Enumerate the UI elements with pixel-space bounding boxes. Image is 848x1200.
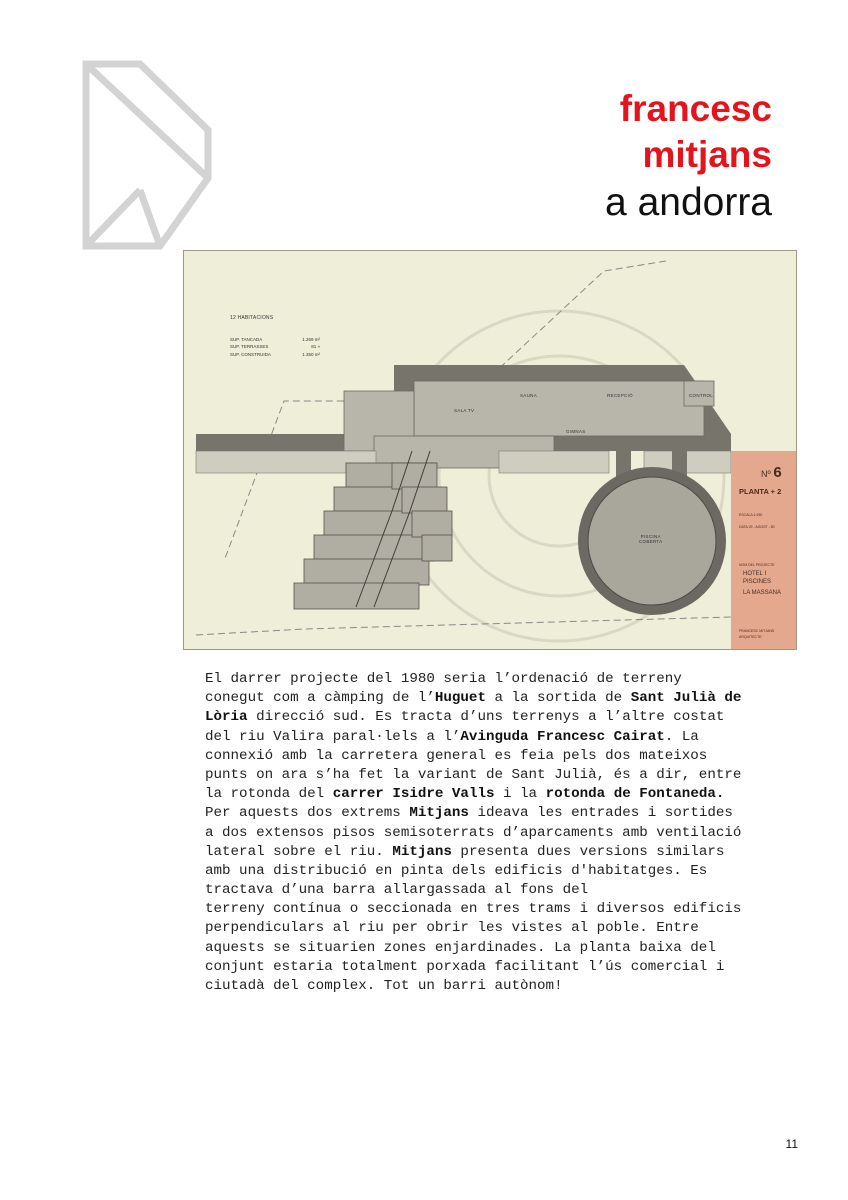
body-line <box>205 977 805 996</box>
title-block-data <box>739 525 775 529</box>
body-text-run: a dos extensos pisos semisoterrats d’aparcaments amb ventilació <box>205 824 742 841</box>
body-text-run: . La <box>664 728 699 745</box>
body-line <box>205 900 805 919</box>
title-line-3: a andorra <box>605 181 772 224</box>
body-line <box>205 919 805 938</box>
body-text-run: la rotonda del <box>205 786 333 803</box>
title-block-escala <box>739 513 762 517</box>
plan-notes-heading: 12 HABITACIONS <box>230 315 274 321</box>
body-bold-run: Mitjans <box>392 843 452 860</box>
body-line <box>205 939 805 958</box>
body-line <box>205 843 805 862</box>
title-line-1: francesc <box>619 88 772 129</box>
surface-value: 1.350 m² <box>302 352 320 357</box>
title-block-project-line-1: HOTEL I <box>743 571 767 577</box>
body-text-run: Per aquests dos extrems <box>205 805 410 822</box>
title-block-number <box>761 464 782 481</box>
body-line <box>205 881 805 900</box>
room-label-control: CONTROL <box>689 393 714 398</box>
plan-drawing <box>184 251 796 649</box>
body-text-run: a la sortida de <box>485 690 631 707</box>
title-block-escala-value: 1:250 <box>753 513 763 517</box>
surface-label: SUP. TANCADA <box>230 337 263 342</box>
body-line <box>205 747 805 766</box>
body-text-run: direcció sud. Es tracta d’uns terrenys a l’altre costat <box>247 709 725 726</box>
body-text-run: i la <box>494 786 546 803</box>
body-line <box>205 958 805 977</box>
body-text-run: conjunt estaria totalment porxada facilitant l’ús comercial i <box>205 958 725 975</box>
body-bold-run: rotonda de Fontaneda. <box>545 786 725 803</box>
body-text-run: ideava les entrades i sortides <box>468 805 733 822</box>
architectural-plan <box>183 250 797 650</box>
body-paragraph <box>205 670 805 996</box>
title-block-data-label: DATA <box>739 525 748 529</box>
body-line <box>205 728 805 747</box>
page-number: 11 <box>785 1137 798 1151</box>
title-block-escala-label: ESCALA <box>739 513 753 517</box>
title-block-data-value: 29 - AGOST - 80 <box>748 525 775 529</box>
body-text-run: amb una distribució en pinta dels edificis d'habitatges. Es <box>205 862 708 879</box>
piscina-line-1: PISCINA <box>640 534 661 539</box>
surface-value: 1.269 m² <box>302 337 320 342</box>
body-text-run: connexió amb la carretera general es feia pels dos mateixos <box>205 747 708 764</box>
body-text-run: tractava d’una barra allargassada al fons del <box>205 882 589 899</box>
room-label-gimnas: GIMNAS <box>566 429 586 434</box>
surface-value: 81 » <box>311 344 320 349</box>
body-bold-run: Lòria <box>205 709 248 726</box>
body-text-run: perpendiculars al riu per obrir les vistes al poble. Entre <box>205 920 699 937</box>
body-line <box>205 862 805 881</box>
room-label-sauna: SAUNA <box>520 393 538 398</box>
body-bold-run: Huguet <box>434 690 486 707</box>
room-label-piscina <box>639 534 662 544</box>
piscina-line-2: COBERTA <box>639 539 663 544</box>
title-block-author-line-1: FRANCESC MITJANS <box>739 629 775 633</box>
title-block-project-line-2: PISCINES <box>743 579 772 585</box>
title-block-place: LA MASSANA <box>743 590 782 596</box>
body-text-run: conegut com a càmping de l’ <box>205 690 435 707</box>
body-line <box>205 708 805 727</box>
body-line <box>205 766 805 785</box>
plan-title-block <box>731 451 796 649</box>
body-line <box>205 785 805 804</box>
plan-surface-row <box>230 337 320 343</box>
body-line <box>205 689 805 708</box>
title-block-project-label: NOM DEL PROJECTE <box>739 563 775 567</box>
body-bold-run: Mitjans <box>409 805 469 822</box>
body-text-run: presenta dues versions similars <box>451 843 725 860</box>
title-block-author-line-2: ARQUITECTE <box>739 635 762 639</box>
stepped-terraces <box>294 463 452 609</box>
body-text-run: terreny contínua o seccionada en tres trams i diversos edificis <box>205 901 742 918</box>
francesc-mitjans-logo-icon <box>82 60 212 250</box>
surface-label: SUP. CONSTRUIDA <box>230 352 271 357</box>
body-line <box>205 824 805 843</box>
title-line-2: mitjans <box>642 134 772 175</box>
room-label-recepcio: RECEPCIÓ <box>607 393 633 398</box>
body-bold-run: Sant Julià de <box>630 690 742 707</box>
title-block-plan-name: PLANTA + 2 <box>739 487 782 496</box>
body-bold-run: Avinguda Francesc Cairat <box>460 728 665 745</box>
body-bold-run: carrer Isidre Valls <box>332 786 495 803</box>
body-text-run: ciutadà del complex. Tot un barri autònom! <box>205 978 563 994</box>
body-line <box>205 670 805 689</box>
body-line <box>205 804 805 823</box>
plan-surface-row <box>230 352 320 358</box>
body-text-run: punts on ara s’ha fet la variant de Sant Julià, és a dir, entre <box>205 766 742 783</box>
plan-surface-row <box>230 344 320 350</box>
body-text-run: El darrer projecte del 1980 seria l’ordenació de terreny <box>205 671 682 687</box>
body-text-run: del riu Valira paral·lels a l’ <box>205 728 461 745</box>
room-label-sala-tv: SALA TV <box>454 408 475 413</box>
title-block-number-value: 6 <box>773 464 782 481</box>
title-block-number-prefix: Nº <box>761 469 771 479</box>
surface-label: SUP. TERRASSES <box>230 344 269 349</box>
body-text-run: lateral sobre el riu. <box>205 843 393 860</box>
body-text-run: aquests se situarien zones enjardinades. La planta baixa del <box>205 939 716 956</box>
